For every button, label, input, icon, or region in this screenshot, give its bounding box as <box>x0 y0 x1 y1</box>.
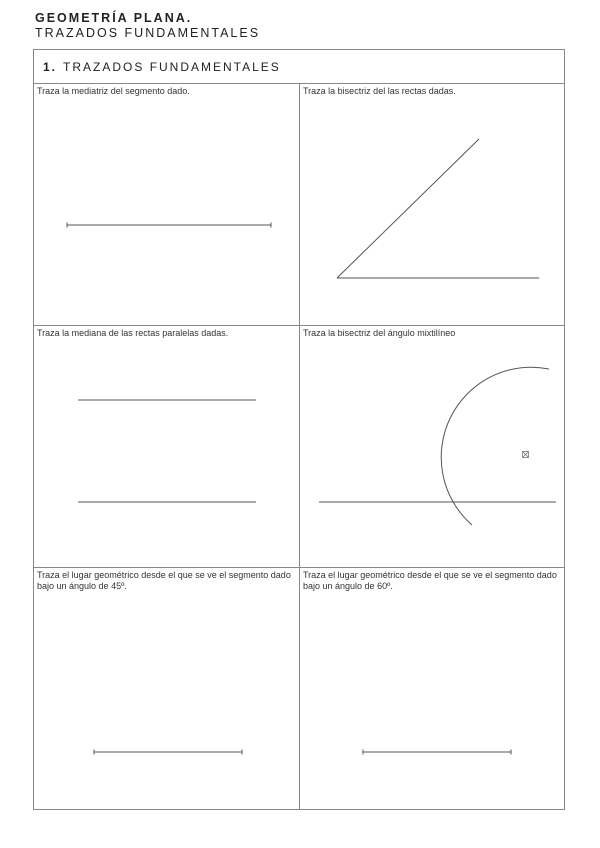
document-title: GEOMETRÍA PLANA. <box>35 11 193 25</box>
document-header <box>35 11 260 41</box>
exercise-figure-segment <box>34 84 299 325</box>
exercise-figure-angle <box>300 84 564 325</box>
exercise-cell-mediana <box>34 326 299 567</box>
exercise-sheet <box>33 49 565 810</box>
exercise-prompt: Traza la mediatriz del segmento dado. <box>37 86 190 96</box>
document-subtitle: TRAZADOS FUNDAMENTALES <box>35 26 261 40</box>
center-mark-icon <box>523 452 529 458</box>
exercise-figure-parallels <box>34 326 299 567</box>
exercise-cell-bisectriz-rectas <box>300 84 564 325</box>
exercise-prompt: Traza el lugar geométrico desde el que se ve el segmento dado bajo un ángulo de 45º. <box>37 570 291 591</box>
exercise-cell-arco-60 <box>300 568 564 809</box>
section-number: 1. <box>43 59 58 74</box>
exercise-cell-mediatriz <box>34 84 299 325</box>
exercise-figure-mixtilinear <box>300 326 564 567</box>
exercise-prompt: Traza la bisectriz del las rectas dadas. <box>303 86 456 96</box>
exercise-cell-arco-45 <box>34 568 299 809</box>
exercise-cell-mixtilineo <box>300 326 564 567</box>
exercise-prompt: Traza la mediana de las rectas paralelas dadas. <box>37 328 229 338</box>
exercise-figure-segment-60 <box>300 568 564 809</box>
exercise-figure-segment-45 <box>34 568 299 809</box>
section-title: TRAZADOS FUNDAMENTALES <box>63 59 281 74</box>
exercise-prompt: Traza el lugar geométrico desde el que se ve el segmento dado bajo un ángulo de 60º. <box>303 570 557 591</box>
section-header <box>34 50 564 84</box>
exercise-prompt: Traza la bisectriz del ángulo mixtilíneo <box>303 328 456 338</box>
